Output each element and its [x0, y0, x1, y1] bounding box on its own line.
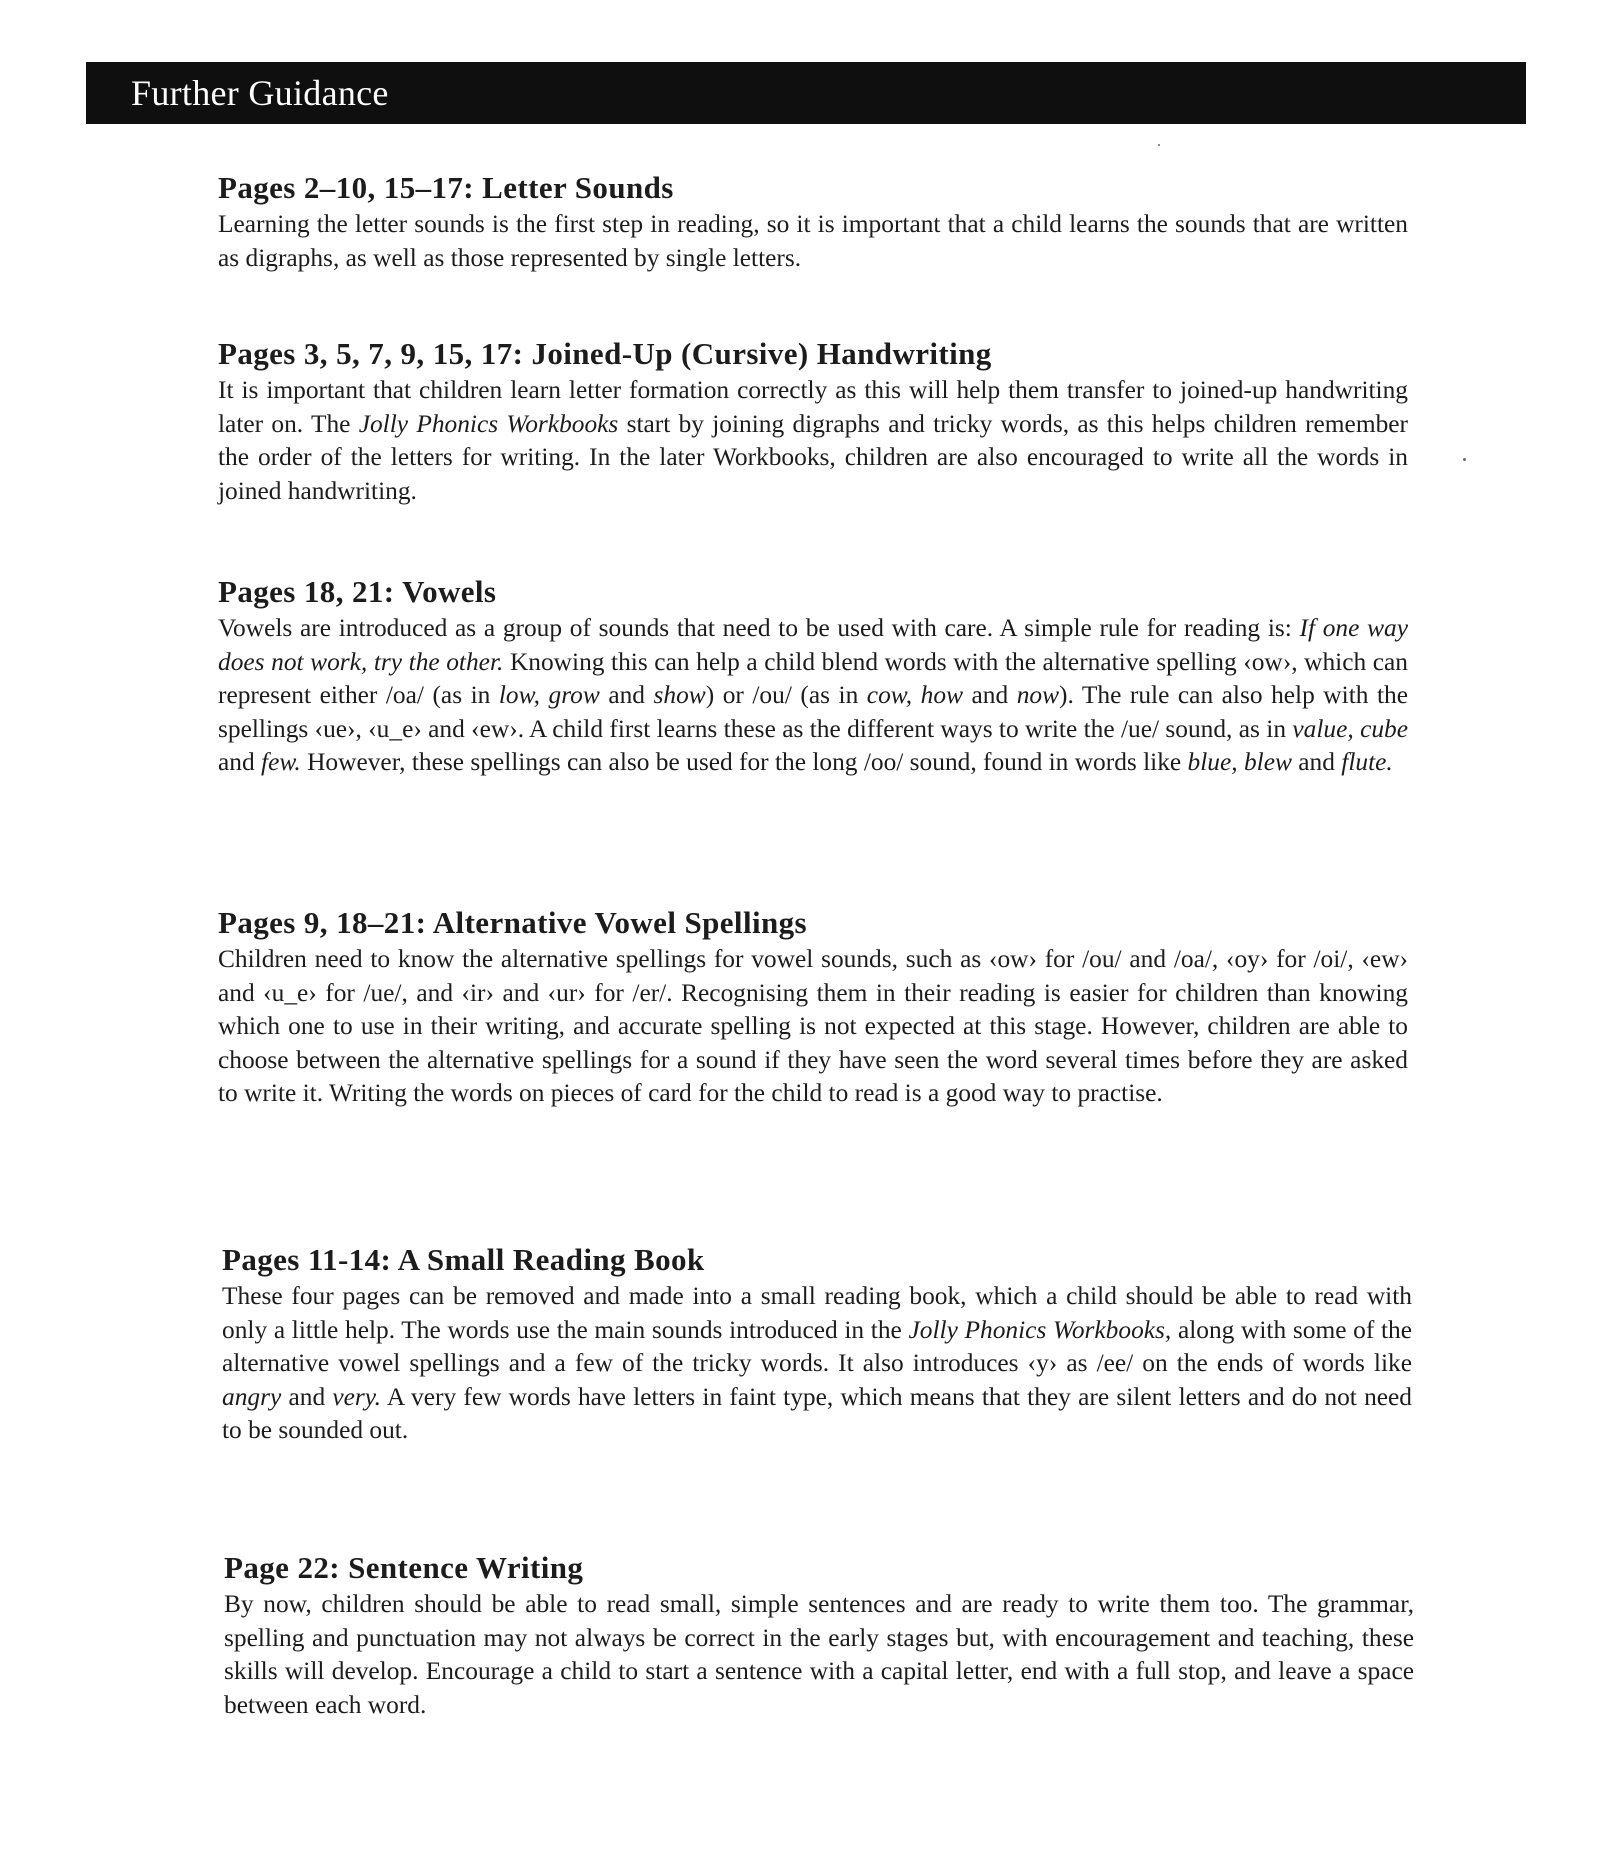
body-text: ). The rule can also help with the spellings ‹ue›, ‹u_e› and ‹ew›. A child first learns these as the different ways to write the /ue/ sound, as in — [218, 681, 1408, 743]
italic-text: Jolly Phonics Workbooks, — [908, 1315, 1172, 1344]
section-heading: Pages 18, 21: Vowels — [218, 574, 497, 609]
body-text: Vowels are introduced as a group of sounds that need to be used with care. A simple rule for reading is: — [218, 614, 1300, 642]
italic-text: value, cube — [1292, 714, 1408, 743]
body-text: These four pages can be removed and made into a small reading book, which a child should be able to read with only a little help. The words use the main sounds introduced in the — [222, 1282, 1412, 1344]
italic-text: Jolly Phonics Workbooks — [358, 409, 619, 438]
section-alternative-vowel-spellings — [218, 903, 1408, 1111]
section-heading: Pages 11-14: A Small Reading Book — [222, 1242, 705, 1277]
italic-text: blue, blew — [1187, 748, 1292, 777]
body-text: and — [599, 681, 654, 710]
page-title: Further Guidance — [131, 73, 389, 113]
body-text: ) or /ou/ (as in — [705, 681, 867, 710]
italic-text: low, grow — [498, 681, 600, 710]
body-text: It is important that children learn letter formation correctly as this will help them transfer to joined-up handwriting later on. The — [218, 376, 1408, 438]
section-paragraph — [218, 943, 1408, 1111]
section-joined-up-handwriting — [218, 334, 1408, 508]
italic-text: angry — [222, 1382, 282, 1411]
section-heading: Pages 3, 5, 7, 9, 15, 17: Joined-Up (Cursive) Handwriting — [218, 336, 992, 371]
body-text: Learning the letter sounds is the first step in reading, so it is important that a child learns the sounds that are written as digraphs, as well as those represented by single letters. — [218, 210, 1408, 272]
italic-text: If one way does not work, try the other. — [218, 614, 1408, 676]
section-heading: Page 22: Sentence Writing — [224, 1550, 584, 1585]
body-text: Knowing this can help a child blend words with the alternative spelling ‹ow›, which can represent either /oa/ (as in — [218, 647, 1408, 710]
section-body — [218, 208, 1408, 275]
scan-speck — [1463, 458, 1466, 461]
body-text: and — [963, 681, 1017, 710]
section-body — [222, 1280, 1412, 1448]
section-paragraph — [222, 1280, 1412, 1448]
section-small-reading-book — [222, 1240, 1412, 1448]
section-body — [218, 943, 1408, 1111]
body-text: and — [218, 748, 262, 777]
body-text: A very few words have letters in faint type, which means that they are silent letters and do not need to be sounded out. — [222, 1382, 1412, 1445]
body-text: By now, children should be able to read small, simple sentences and are ready to write them too. The grammar, spelling and punctuation may not always be correct in the early stages but, with encouragement and teaching, these skills will develop. Encourage a child to start a sentence with a capital letter, end with a full stop, and leave a space between each word. — [224, 1590, 1414, 1719]
section-heading: Pages 9, 18–21: Alternative Vowel Spellings — [218, 905, 807, 940]
italic-text: very. — [332, 1382, 382, 1411]
body-text: along with some of the alternative vowel spellings and a few of the tricky words. It also introduces ‹y› as /ee/ on the ends of words like — [222, 1315, 1412, 1378]
section-paragraph — [224, 1588, 1414, 1722]
header-bar — [86, 62, 1526, 124]
italic-text: few. — [261, 748, 301, 777]
section-paragraph — [218, 208, 1408, 275]
body-text: and — [1291, 748, 1342, 777]
scan-speck — [1158, 144, 1160, 146]
body-text: However, these spellings can also be used for the long /oo/ sound, found in words like — [300, 748, 1188, 777]
italic-text: flute. — [1341, 748, 1393, 777]
section-sentence-writing — [224, 1548, 1414, 1722]
section-body — [218, 612, 1408, 780]
body-text: and — [281, 1382, 333, 1411]
section-heading: Pages 2–10, 15–17: Letter Sounds — [218, 170, 674, 205]
italic-text: cow, how — [866, 681, 964, 710]
section-paragraph — [218, 612, 1408, 780]
section-vowels — [218, 572, 1408, 780]
body-text: Children need to know the alternative spellings for vowel sounds, such as ‹ow› for /ou/ and /oa/, ‹oy› for /oi/, ‹ew› and ‹u_e› for /ue/, and ‹ir› and ‹ur› for /er/. Recognising them in their reading is easier for children than knowing which one to use in their writing, and accurate spelling is not expected at this stage. However, children are able to choose between the alternative spellings for a sound if they have seen the word several times before they are asked to write it. Writing the words on pieces of card for the child to read is a good way to practise. — [218, 945, 1408, 1108]
section-letter-sounds — [218, 168, 1408, 275]
italic-text: show — [653, 681, 706, 710]
section-body — [224, 1588, 1414, 1722]
italic-text: now — [1016, 681, 1060, 710]
body-text: start by joining digraphs and tricky words, as this helps children remember the order of the letters for writing. In the later Workbooks, children are also encouraged to write all the words in joined handwriting. — [218, 409, 1408, 505]
section-body — [218, 374, 1408, 508]
section-paragraph — [218, 374, 1408, 508]
